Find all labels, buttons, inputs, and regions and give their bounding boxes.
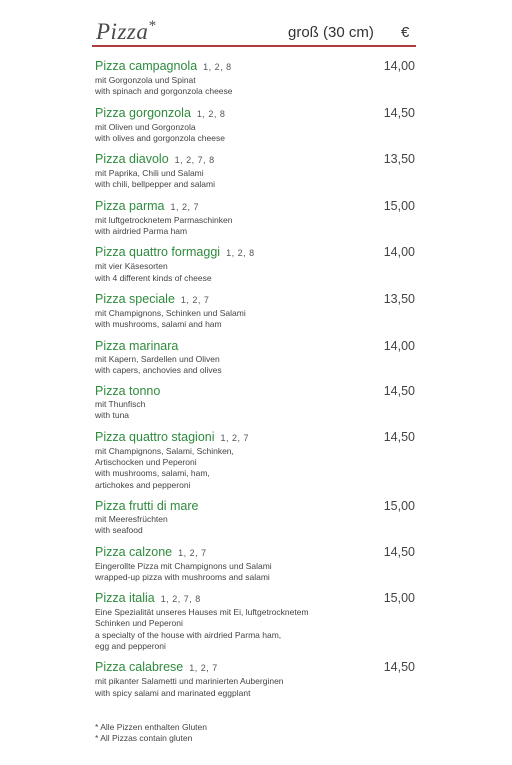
item-price: 14,50 [383,105,415,120]
item-name-line [95,152,415,168]
item-description-line: a specialty of the house with airdried Parma ham, [95,629,282,640]
item-description-line: with seafood [95,525,143,536]
item-name-line [95,499,415,514]
item-description-line: with 4 different kinds of cheese [95,272,212,283]
item-description-line: mit Meeresfrüchten [95,513,168,524]
item-price: 14,00 [383,338,415,353]
item-allergens: 1, 2, 8 [196,108,226,119]
item-name: Pizza campagnola [95,59,198,73]
item-description-line: egg and pepperoni [95,641,166,652]
item-name: Pizza gorgonzola [95,105,191,120]
item-description-line: with tuna [95,410,130,421]
item-description-line: mit Gorgonzola und Spinat [95,75,196,85]
item-description-line: with airdried Parma ham [95,226,188,237]
item-description-line: artichokes and pepperoni [95,479,191,490]
menu-item [95,199,415,238]
item-name-line [95,245,415,261]
menu-item [95,660,415,699]
item-name-line [95,384,415,399]
item-price: 15,00 [383,591,415,606]
menu-item [95,430,415,491]
item-price: 14,00 [383,59,415,73]
item-name: Pizza frutti di mare [95,498,199,513]
item-name: Pizza italia [95,591,155,606]
item-name: Pizza diavolo [95,152,169,167]
item-allergens: 1, 2, 7 [220,432,250,443]
item-name-line [95,106,415,122]
item-price: 15,00 [383,498,415,513]
item-description-line: mit Paprika, Chili und Salami [95,168,204,179]
header-divider [92,45,416,47]
item-description-line: with mushrooms, salami, ham, [95,468,210,479]
menu-item [95,499,415,537]
item-allergens: 1, 2, 7 [170,201,200,212]
menu-item [95,591,415,652]
item-description-line: with olives and gorgonzola cheese [95,132,225,143]
item-description-line: Schinken und Peperoni [95,618,183,629]
item-name-line [95,59,415,75]
pizza-menu-list [95,59,415,707]
item-name-line [95,430,415,446]
item-description-line: mit Thunfisch [95,399,146,410]
item-name: Pizza calzone [95,544,173,559]
item-price: 13,50 [383,291,415,306]
item-price: 14,50 [383,429,415,444]
item-name-line [95,545,415,561]
menu-header [92,14,416,44]
menu-item [95,545,415,584]
menu-item [95,59,415,98]
menu-item [95,339,415,377]
item-name-line [95,199,415,215]
item-allergens: 1, 2, 8 [226,248,255,259]
footnote-de: * Alle Pizzen enthalten Gluten [95,722,207,732]
item-description-line: mit Champignons, Schinken und Salami [95,307,246,318]
footnote-en: * All Pizzas contain gluten [95,733,193,743]
footnotes [95,722,207,744]
item-name: Pizza speciale [95,291,175,306]
menu-item [95,245,415,284]
item-description-line: with spicy salami and marinated eggplant [95,687,251,698]
item-price: 14,50 [383,384,415,399]
item-name: Pizza parma [95,198,165,213]
item-price: 15,00 [383,198,415,213]
menu-item [95,152,415,191]
item-description-line: Eine Spezialität unseres Hauses mit Ei, luftgetrocknetem [95,607,309,618]
section-title: Pizza [96,19,149,44]
item-description-line: mit Champignons, Salami, Schinken, [95,445,234,456]
item-description-line: mit luftgetrocknetem Parmaschinken [95,214,233,225]
item-description-line: mit pikanter Salametti und marinierten Auberginen [95,676,284,687]
item-price: 13,50 [383,152,415,167]
item-allergens: 1, 2, 8 [203,62,232,72]
item-description-line: with mushrooms, salami and ham [95,319,222,330]
item-name-line [95,660,415,676]
size-column-label: groß (30 cm) [288,24,374,41]
item-description-line: wrapped-up pizza with mushrooms and salami [95,571,270,582]
item-description-line: mit Oliven und Gorgonzola [95,121,196,132]
item-description-line: with capers, anchovies and olives [95,364,222,375]
item-description-line: mit vier Käsesorten [95,261,168,272]
menu-item [95,106,415,145]
item-description-line: with chili, bellpepper and salami [95,179,216,190]
item-name: Pizza marinara [95,338,179,353]
item-name: Pizza quattro stagioni [95,429,215,444]
item-name: Pizza calabrese [95,660,184,675]
item-price: 14,50 [383,660,415,675]
item-description-line: mit Kapern, Sardellen und Oliven [95,353,220,364]
item-name: Pizza tonno [95,384,161,399]
item-name-line [95,591,415,607]
item-allergens: 1, 2, 7 [189,663,218,674]
item-allergens: 1, 2, 7 [180,294,210,305]
item-name-line [95,292,415,308]
item-description-line: Eingerollte Pizza mit Champignons und Salami [95,560,272,571]
item-name: Pizza quattro formaggi [95,245,221,260]
menu-item [95,384,415,422]
currency-column-label: € [401,24,410,41]
item-price: 14,50 [383,544,415,559]
item-allergens: 1, 2, 7 [178,547,207,558]
item-description-line: with spinach and gorgonzola cheese [95,86,233,97]
item-allergens: 1, 2, 7, 8 [174,155,215,166]
item-price: 14,00 [383,245,415,260]
item-description-line: Artischocken und Peperoni [95,457,197,468]
item-name-line [95,339,415,354]
menu-item [95,292,415,331]
item-allergens: 1, 2, 7, 8 [160,594,201,605]
title-asterisk: * [148,18,156,34]
